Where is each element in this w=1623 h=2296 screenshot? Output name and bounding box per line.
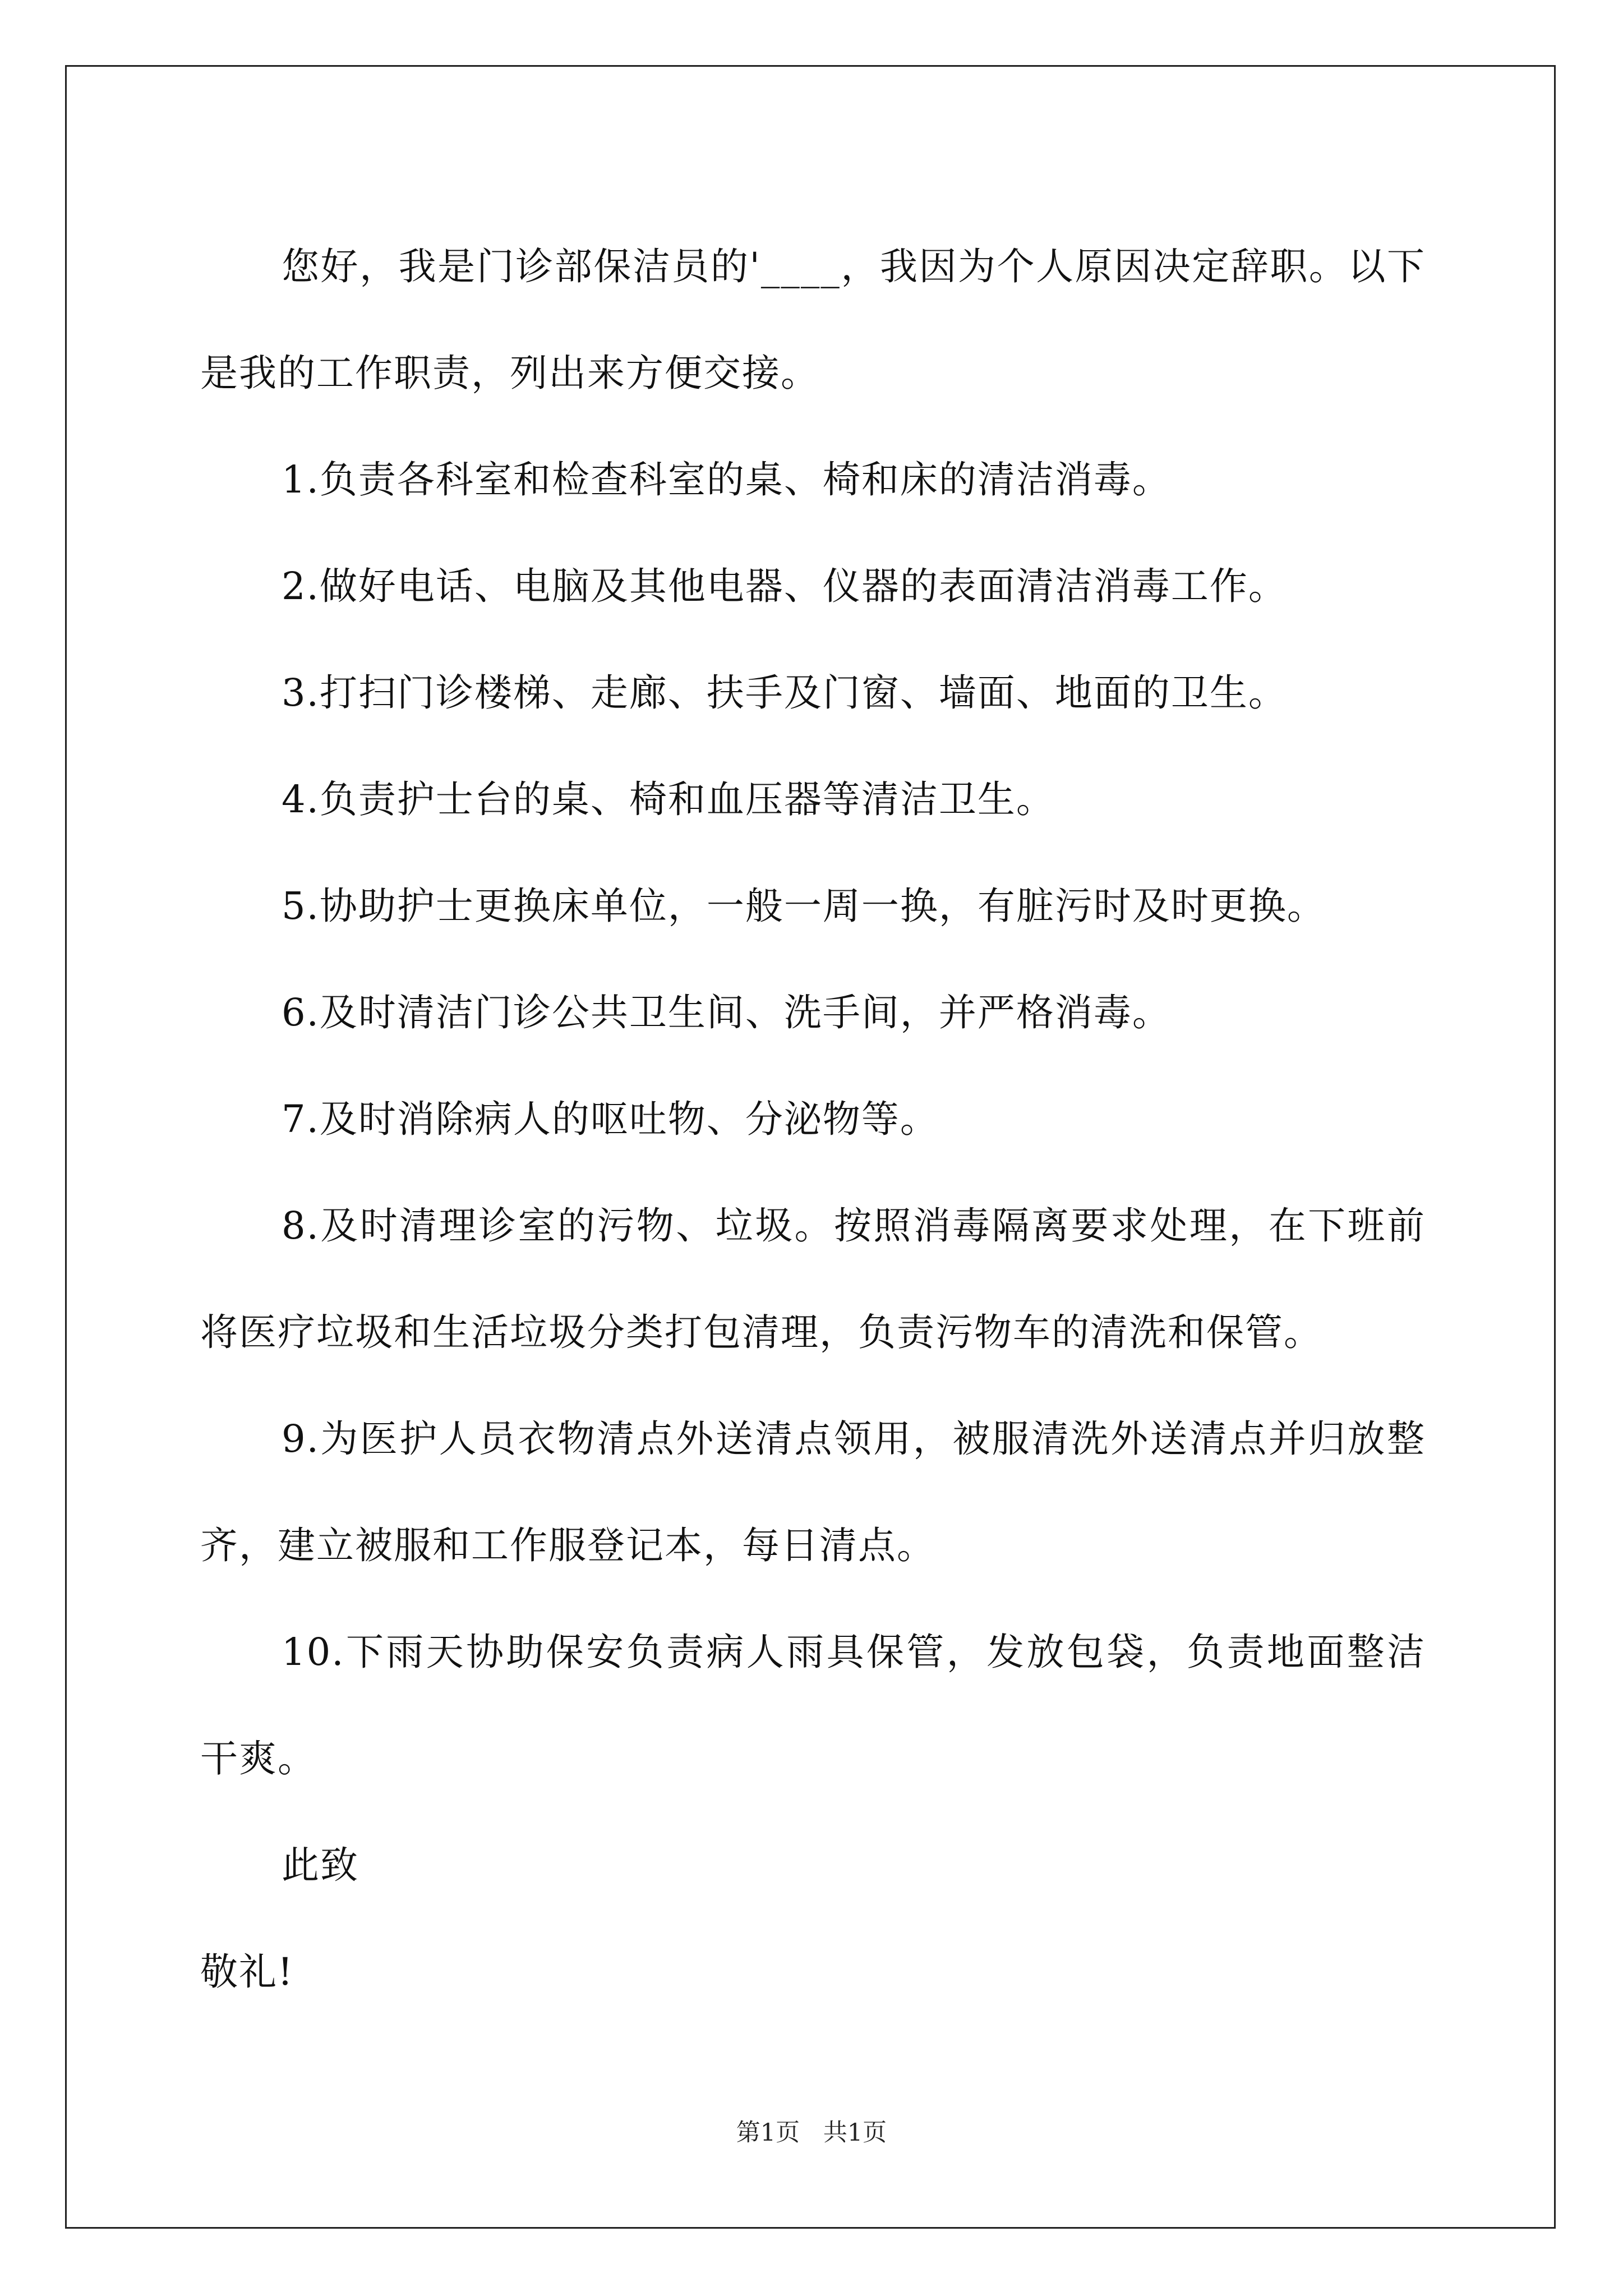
paragraph-duty-7: 7.及时消除病人的呕吐物、分泌物等。 — [282, 1097, 939, 1141]
paragraph-duty-9: 9.为医护人员衣物清点外送清点领用，被服清洗外送清点并归放整齐，建立被服和工作服登记本，每日清点。 — [200, 1417, 1426, 1567]
page-total: 共1页 — [823, 2119, 887, 2147]
salutation-text: 敬礼! — [200, 1950, 294, 1994]
paragraph-duty-5: 5.协助护士更换床单位，一般一周一换，有脏污时及时更换。 — [282, 884, 1326, 928]
closing-text: 此致 — [282, 1843, 359, 1887]
paragraph-intro: 您好，我是门诊部保洁员的'____，我因为个人原因决定辞职。以下是我的工作职责，列出来方便交接。 — [200, 245, 1426, 395]
paragraph-duty-4: 4.负责护士台的桌、椅和血压器等清洁卫生。 — [282, 777, 1055, 821]
letter-body — [200, 213, 1426, 2025]
paragraph-duty-6: 6.及时清洁门诊公共卫生间、洗手间，并严格消毒。 — [282, 991, 1171, 1034]
paragraph-duty-2: 2.做好电话、电脑及其他电器、仪器的表面清洁消毒工作。 — [282, 564, 1287, 608]
paragraph-duty-8: 8.及时清理诊室的污物、垃圾。按照消毒隔离要求处理，在下班前将医疗垃圾和生活垃圾分类打包清理，负责污物车的清洗和保管。 — [200, 1204, 1426, 1354]
paragraph-duty-1: 1.负责各科室和检查科室的桌、椅和床的清洁消毒。 — [282, 458, 1171, 501]
paragraph-duty-3: 3.打扫门诊楼梯、走廊、扶手及门窗、墙面、地面的卫生。 — [282, 671, 1287, 715]
page-number: 第1页 — [736, 2119, 800, 2147]
paragraph-duty-10: 10.下雨天协助保安负责病人雨具保管，发放包袋，负责地面整洁干爽。 — [200, 1630, 1426, 1780]
page-footer — [0, 2114, 1623, 2148]
